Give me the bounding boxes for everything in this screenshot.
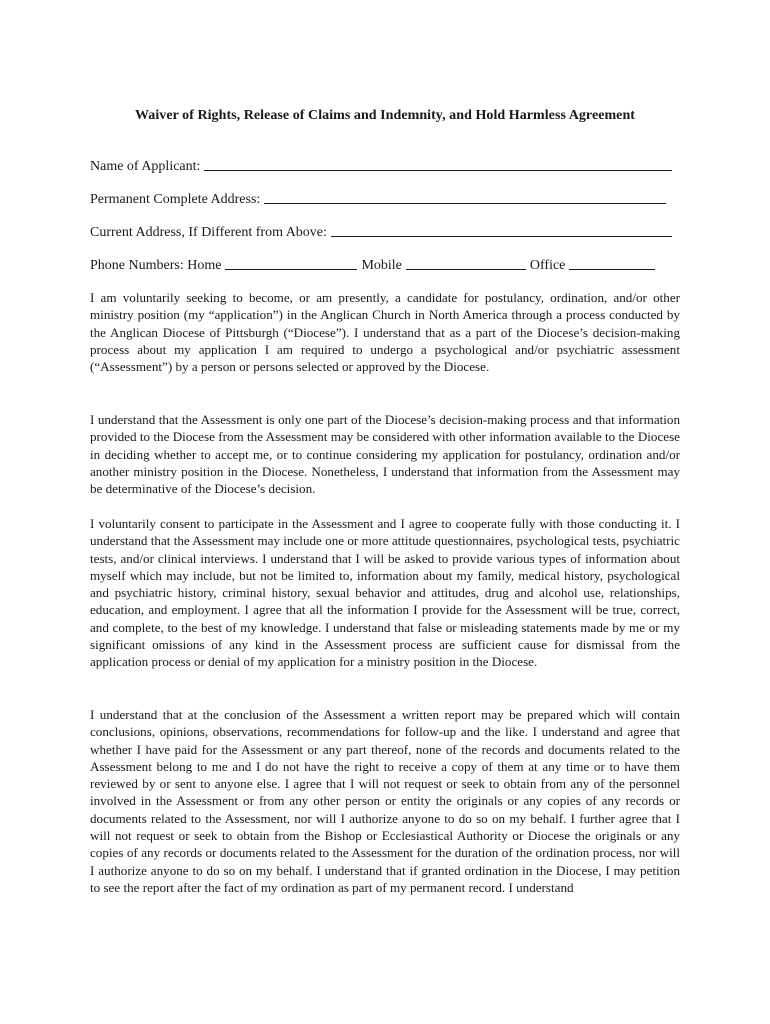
phone-numbers-field: [90, 254, 672, 274]
phone-home-label: Phone Numbers: Home: [90, 258, 222, 273]
paragraph-2: I understand that the Assessment is only one part of the Diocese’s decision-making process and that information provided to the Diocese from the Assessment may be considered with other information available to the Diocese in deciding whether to accept me, or to continue considering my application for postulancy, ordination and/or another ministry position in the Diocese. Nonetheless, I understand that information from the Assessment may be determinative of the Diocese’s decision.: [90, 412, 680, 497]
phone-home-line[interactable]: [225, 269, 357, 270]
phone-mobile-label: Mobile: [361, 258, 402, 273]
applicant-name-line[interactable]: [204, 170, 672, 171]
phone-office-label: Office: [529, 258, 566, 273]
current-address-field: [90, 221, 672, 241]
current-address-line[interactable]: [331, 236, 672, 237]
paragraph-4: I understand that at the conclusion of the Assessment a written report may be prepared which will contain conclusions, opinions, observations, recommendations for follow-up and the like. I understand and agree that whether I have paid for the Assessment or any part thereof, none of the records and documents related to the Assessment belong to me and I do not have the right to receive a copy of them at any time or to have them reviewed by or sent to anyone else. I agree that I will not request or seek to obtain from any of the personnel involved in the Assessment or from any other person or entity the originals or any copies of any records or documents related to the Assessment, nor will I authorize anyone to do so on my behalf. I further agree that I will not request or seek to obtain from the Bishop or Ecclesiastical Authority or Diocese the originals or any copies of any records or documents related to the Assessment for the duration of the ordination process, nor will I authorize anyone to do so on my behalf. I understand that if granted ordination in the Diocese, I may petition to see the report after the fact of my ordination as part of my permanent record. I understand: [90, 707, 680, 895]
permanent-address-field: [90, 188, 666, 208]
permanent-address-label: Permanent Complete Address:: [90, 192, 261, 207]
applicant-name-field: [90, 155, 672, 175]
document-title: Waiver of Rights, Release of Claims and Indemnity, and Hold Harmless Agreement: [135, 108, 635, 123]
current-address-label: Current Address, If Different from Above:: [90, 225, 327, 240]
paragraph-1: I am voluntarily seeking to become, or am presently, a candidate for postulancy, ordination, and/or other ministry position (my “application”) in the Anglican Church in North America through a process conducted by the Anglican Diocese of Pittsburgh (“Diocese”). I understand that as a part of the Diocese’s decision-making process about my application I am required to undergo a psychological and/or psychiatric assessment (“Assessment”) by a person or persons selected or approved by the Diocese.: [90, 290, 680, 375]
paragraph-3: I voluntarily consent to participate in the Assessment and I agree to cooperate fully with those conducting it. I understand that the Assessment may include one or more attitude questionnaires, psychological tests, psychiatric tests, and/or clinical interviews. I understand that I will be asked to provide various types of information about myself which may include, but not be limited to, information about my family, medical history, psychological and psychiatric history, criminal history, sexual behavior and attitudes, drug and alcohol use, relationships, education, and employment. I agree that all the information I provide for the Assessment will be true, correct, and complete, to the best of my knowledge. I understand that false or misleading statements made by me or my significant omissions of any kind in the Assessment process are sufficient cause for dismissal from the application process or denial of my application for a ministry position in the Diocese.: [90, 516, 680, 670]
permanent-address-line[interactable]: [264, 203, 666, 204]
phone-office-line[interactable]: [569, 269, 655, 270]
applicant-name-label: Name of Applicant:: [90, 159, 201, 174]
phone-mobile-line[interactable]: [406, 269, 526, 270]
